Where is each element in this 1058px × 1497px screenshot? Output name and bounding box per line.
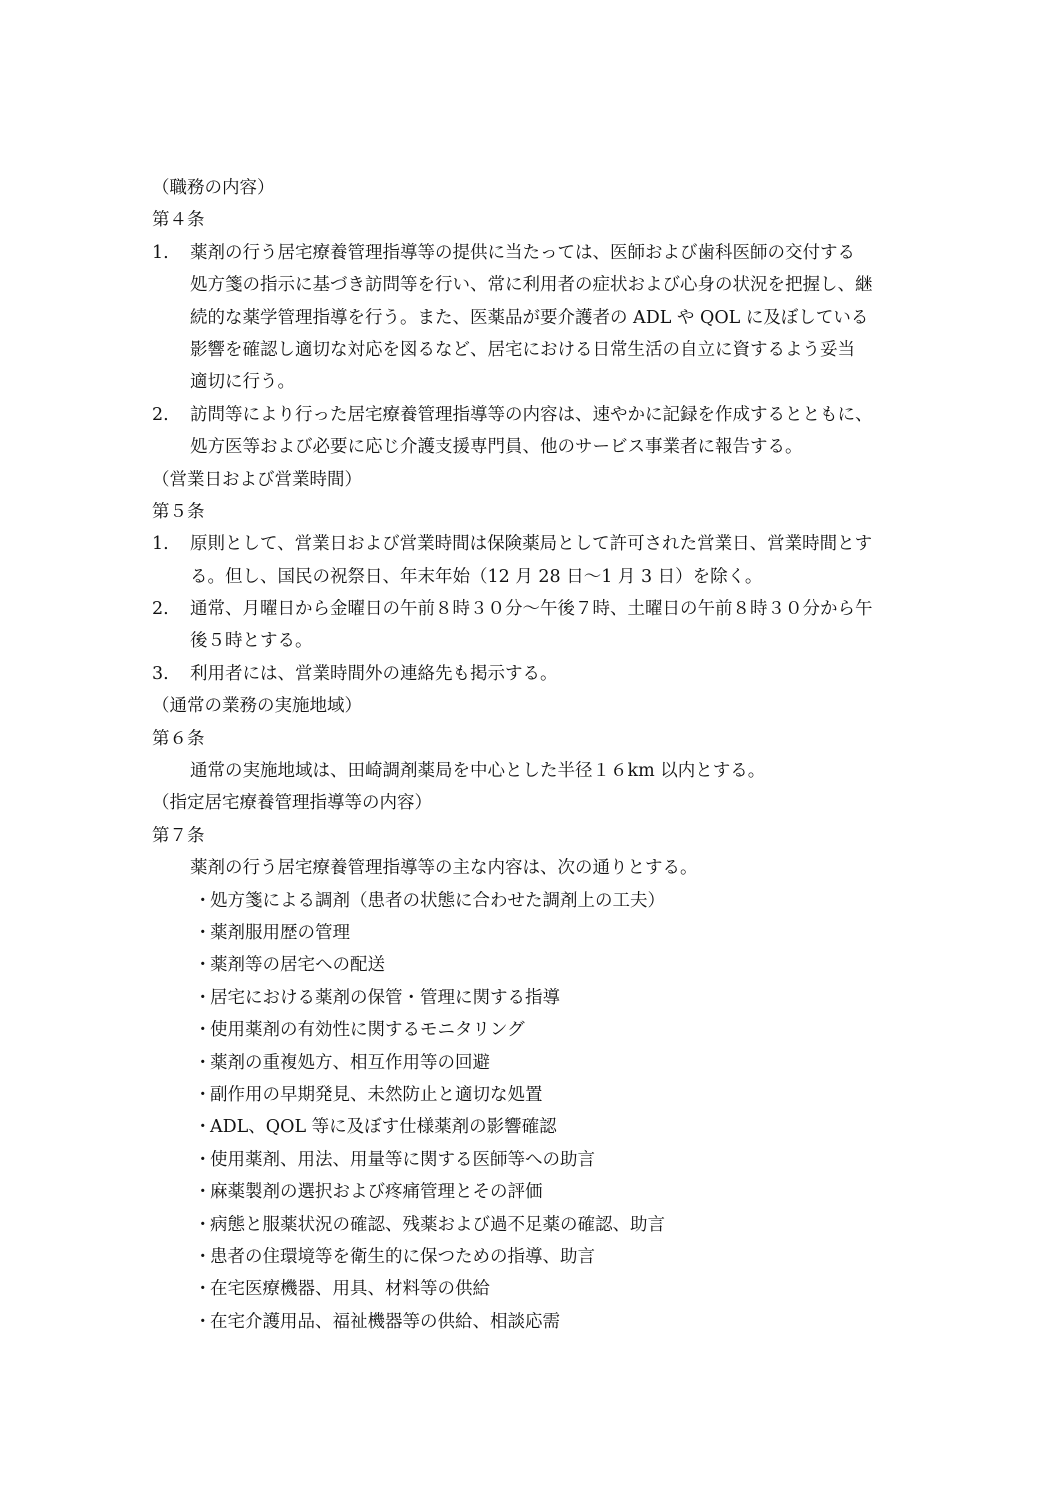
bullet-mark: ・ bbox=[194, 955, 212, 976]
bullet-text: 薬剤の重複処方、相互作用等の回避 bbox=[210, 1052, 490, 1073]
section-heading: （指定居宅療養管理指導等の内容） bbox=[152, 793, 432, 814]
item-text-continued: 適切に行う。 bbox=[190, 372, 295, 393]
section-heading: （営業日および営業時間） bbox=[152, 469, 362, 490]
item-text-continued: 処方箋の指示に基づき訪問等を行い、常に利用者の症状および心身の状況を把握し、継 bbox=[190, 275, 873, 296]
item-text-continued: る。但し、国民の祝祭日、年末年始（12 月 28 日〜1 月 3 日）を除く。 bbox=[190, 566, 763, 587]
item-text: 原則として、営業日および営業時間は保険薬局として許可された営業日、営業時間とす bbox=[190, 534, 873, 555]
article-paragraph: 薬剤の行う居宅療養管理指導等の主な内容は、次の通りとする。 bbox=[190, 858, 698, 879]
item-text-continued: 続的な薬学管理指導を行う。また、医薬品が要介護者の ADL や QOL に及ぼしている bbox=[190, 307, 869, 328]
item-text-continued: 影響を確認し適切な対応を図るなど、居宅における日常生活の自立に資するよう妥当 bbox=[190, 339, 855, 360]
numbered-item bbox=[0, 399, 1058, 431]
article-number: 第５条 bbox=[152, 501, 205, 522]
numbered-item bbox=[0, 658, 1058, 690]
item-text: 薬剤の行う居宅療養管理指導等の提供に当たっては、医師および歯科医師の交付する bbox=[190, 242, 855, 263]
item-number: 1. bbox=[152, 534, 169, 555]
bullet-item bbox=[0, 1241, 1058, 1273]
article-paragraph: 通常の実施地域は、田崎調剤薬局を中心とした半径１６km 以内とする。 bbox=[190, 761, 766, 782]
numbered-item bbox=[0, 237, 1058, 269]
bullet-item bbox=[0, 1047, 1058, 1079]
bullet-mark: ・ bbox=[194, 1052, 212, 1073]
bullet-mark: ・ bbox=[194, 1182, 212, 1203]
item-number: 3. bbox=[152, 663, 169, 684]
bullet-text: 在宅介護用品、福祉機器等の供給、相談応需 bbox=[210, 1311, 560, 1332]
bullet-text: 薬剤服用歴の管理 bbox=[210, 922, 350, 943]
bullet-mark: ・ bbox=[194, 1084, 212, 1105]
bullet-text: 薬剤等の居宅への配送 bbox=[210, 955, 385, 976]
bullet-text: 処方箋による調剤（患者の状態に合わせた調剤上の工夫） bbox=[210, 890, 665, 911]
bullet-text: 麻薬製剤の選択および疼痛管理とその評価 bbox=[210, 1182, 543, 1203]
bullet-mark: ・ bbox=[194, 1214, 212, 1235]
item-text-continued: 処方医等および必要に応じ介護支援専門員、他のサービス事業者に報告する。 bbox=[190, 437, 803, 458]
bullet-text: 居宅における薬剤の保管・管理に関する指導 bbox=[210, 987, 560, 1008]
bullet-text: 在宅医療機器、用具、材料等の供給 bbox=[210, 1279, 490, 1300]
item-text: 訪問等により行った居宅療養管理指導等の内容は、速やかに記録を作成するとともに、 bbox=[190, 404, 873, 425]
bullet-mark: ・ bbox=[194, 890, 212, 911]
item-number: 2. bbox=[152, 599, 169, 620]
article-number: 第６条 bbox=[152, 728, 205, 749]
item-text: 通常、月曜日から金曜日の午前８時３０分〜午後７時、土曜日の午前８時３０分から午 bbox=[190, 599, 873, 620]
bullet-item bbox=[0, 1144, 1058, 1176]
section-heading: （職務の内容） bbox=[152, 178, 275, 198]
bullet-item bbox=[0, 885, 1058, 917]
bullet-text: 副作用の早期発見、未然防止と適切な処置 bbox=[210, 1084, 543, 1105]
bullet-item bbox=[0, 1306, 1058, 1338]
numbered-item bbox=[0, 528, 1058, 560]
bullet-item bbox=[0, 917, 1058, 949]
bullet-item bbox=[0, 1111, 1058, 1143]
bullet-mark: ・ bbox=[194, 1311, 212, 1332]
article-number: 第４条 bbox=[152, 210, 205, 231]
section-heading: （通常の業務の実施地域） bbox=[152, 696, 362, 717]
bullet-item bbox=[0, 949, 1058, 981]
bullet-mark: ・ bbox=[194, 987, 212, 1008]
item-number: 2. bbox=[152, 404, 169, 425]
bullet-item bbox=[0, 1079, 1058, 1111]
bullet-item bbox=[0, 1273, 1058, 1305]
item-number: 1. bbox=[152, 242, 169, 263]
article-number: 第７条 bbox=[152, 825, 205, 846]
bullet-mark: ・ bbox=[194, 1020, 212, 1041]
bullet-text: 病態と服薬状況の確認、残薬および過不足薬の確認、助言 bbox=[210, 1214, 665, 1235]
bullet-mark: ・ bbox=[194, 922, 212, 943]
bullet-item bbox=[0, 1014, 1058, 1046]
bullet-mark: ・ bbox=[194, 1117, 212, 1138]
item-text: 利用者には、営業時間外の連絡先も掲示する。 bbox=[190, 663, 558, 684]
bullet-mark: ・ bbox=[194, 1246, 212, 1267]
bullet-text: ADL、QOL 等に及ぼす仕様薬剤の影響確認 bbox=[210, 1117, 557, 1138]
document-page bbox=[0, 172, 1058, 1338]
numbered-item bbox=[0, 593, 1058, 625]
bullet-item bbox=[0, 1209, 1058, 1241]
bullet-mark: ・ bbox=[194, 1149, 212, 1170]
bullet-item bbox=[0, 982, 1058, 1014]
bullet-text: 使用薬剤、用法、用量等に関する医師等への助言 bbox=[210, 1149, 595, 1170]
bullet-text: 患者の住環境等を衛生的に保つための指導、助言 bbox=[210, 1246, 595, 1267]
bullet-item bbox=[0, 1176, 1058, 1208]
item-text-continued: 後５時とする。 bbox=[190, 631, 313, 652]
bullet-text: 使用薬剤の有効性に関するモニタリング bbox=[210, 1020, 525, 1041]
bullet-mark: ・ bbox=[194, 1279, 212, 1300]
